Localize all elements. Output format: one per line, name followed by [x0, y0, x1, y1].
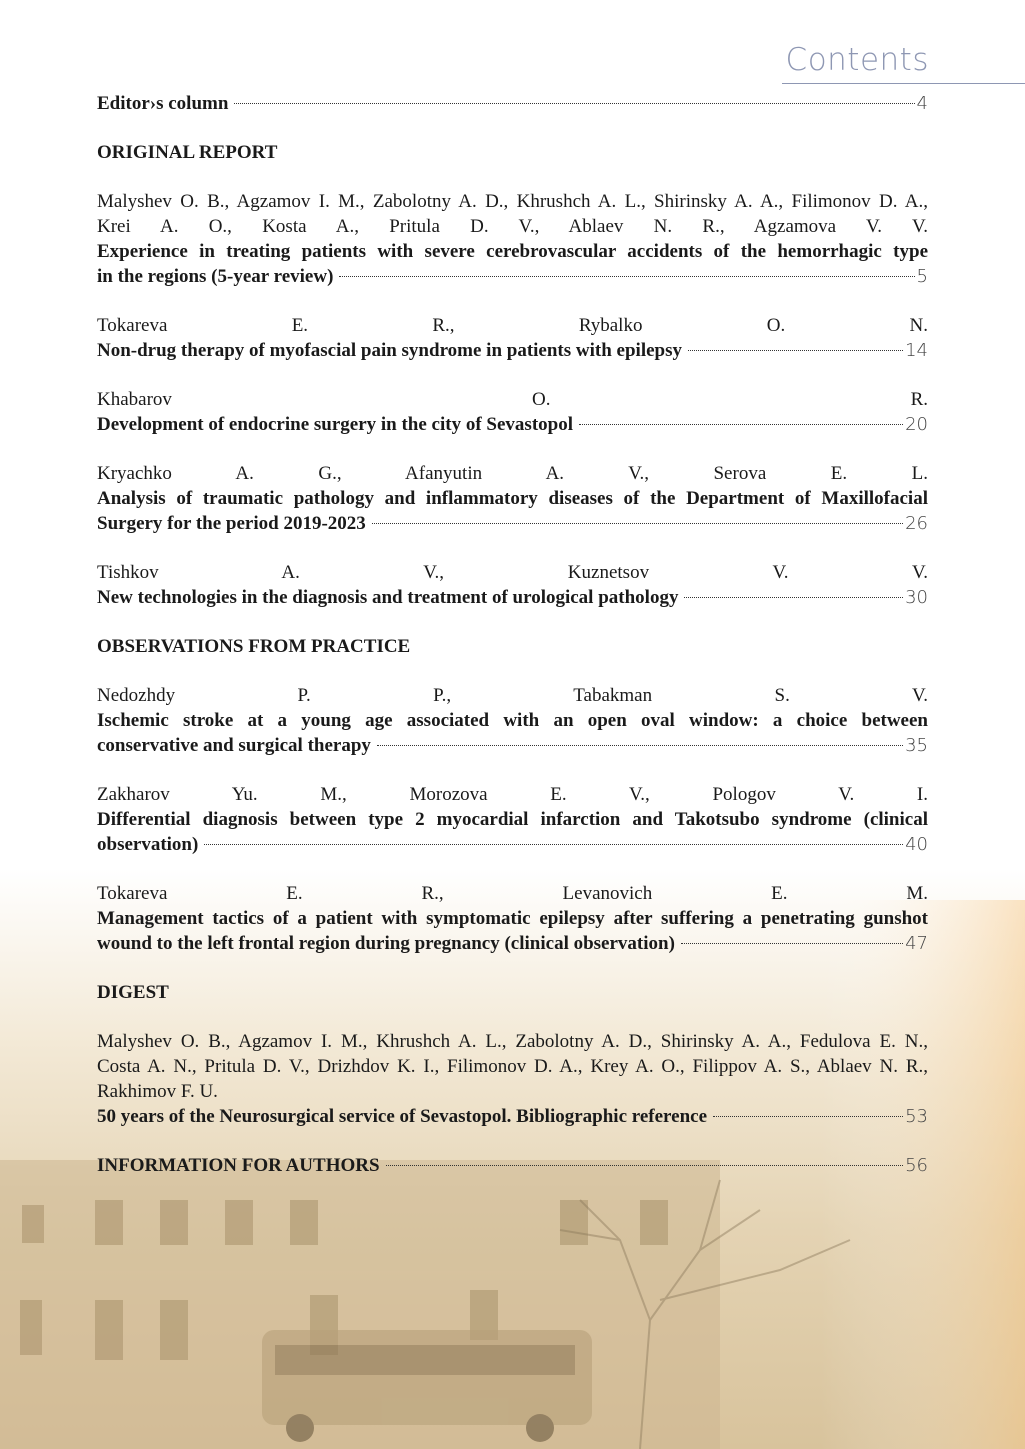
toc-entry[interactable] [97, 560, 928, 610]
toc-entry-title: Management tactics of a patient with symptomatic epilepsy after suffering a penetrating gunshot [97, 908, 928, 929]
toc-entry-title: observation) [97, 834, 199, 855]
section-heading-digest: DIGEST [97, 982, 169, 1003]
header-divider [782, 83, 1025, 84]
page-number: 35 [905, 735, 928, 756]
page-number: 47 [905, 933, 928, 954]
dot-leader [234, 103, 914, 104]
toc-entry[interactable] [97, 1029, 928, 1129]
toc-entry-authors: Kryachko A. G., Afanyutin A. V., Serova E. L. [97, 463, 928, 484]
dot-leader [377, 745, 903, 746]
toc-entry-title: wound to the left frontal region during pregnancy (clinical observation) [97, 933, 675, 954]
toc-entry-authors: Zakharov Yu. M., Morozova E. V., Pologov V. I. [97, 784, 928, 805]
table-of-contents [97, 91, 928, 1202]
page-number: 53 [905, 1106, 928, 1127]
toc-entry-title: Editor›s column [97, 93, 229, 114]
toc-entry[interactable] [97, 683, 928, 758]
toc-entry-title: Non-drug therapy of myofascial pain syndrome in patients with epilepsy [97, 340, 683, 361]
toc-entry-authors: Krei A. O., Kosta A., Pritula D. V., Ablaev N. R., Agzamova V. V. [97, 216, 928, 237]
dot-leader [386, 1165, 904, 1166]
dot-leader [339, 276, 914, 277]
toc-entry[interactable] [97, 782, 928, 857]
page-number: 4 [916, 93, 928, 114]
toc-entry-title: Development of endocrine surgery in the city of Sevastopol [97, 414, 573, 435]
dot-leader [688, 350, 903, 351]
toc-entry-title: Differential diagnosis between type 2 myocardial infarction and Takotsubo syndrome (clinical [97, 809, 928, 830]
toc-entry-title: Surgery for the period 2019-2023 [97, 513, 366, 534]
toc-entry-editor[interactable] [97, 91, 928, 116]
dot-leader [713, 1116, 903, 1117]
page-number: 5 [916, 266, 928, 287]
toc-entry[interactable] [97, 189, 928, 289]
dot-leader [681, 943, 903, 944]
toc-entry-title: Experience in treating patients with severe cerebrovascular accidents of the hemorrhagic type [97, 241, 928, 262]
toc-entry-information-for-authors[interactable] [97, 1153, 928, 1178]
dot-leader [204, 844, 903, 845]
toc-entry[interactable] [97, 881, 928, 956]
toc-entry-authors: Costa A. N., Pritula D. V., Drizhdov K. I., Filimonov D. A., Krey A. O., Filippov A. S., Ablaev N. R., [97, 1056, 928, 1077]
page-number: 56 [905, 1155, 928, 1176]
toc-entry-title: conservative and surgical therapy [97, 735, 371, 756]
toc-entry-title: 50 years of the Neurosurgical service of Sevastopol. Bibliographic reference [97, 1106, 708, 1127]
dot-leader [579, 424, 903, 425]
toc-entry-authors: Malyshev O. B., Agzamov I. M., Khrushch A. L., Zabolotny A. D., Shirinsky A. A., Fedulova E. N., [97, 1031, 928, 1052]
toc-entry-authors: Tishkov A. V., Kuznetsov V. V. [97, 562, 928, 583]
dot-leader [372, 523, 903, 524]
toc-entry-title: INFORMATION FOR AUTHORS [97, 1155, 380, 1176]
dot-leader [684, 597, 903, 598]
toc-entry-authors: Rakhimov F. U. [97, 1081, 218, 1102]
toc-entry-authors: Tokareva E. R., Levanovich E. M. [97, 883, 928, 904]
toc-entry-authors: Nedozhdy P. P., Tabakman S. V. [97, 685, 928, 706]
page-number: 20 [905, 414, 928, 435]
toc-entry[interactable] [97, 387, 928, 437]
section-heading-original-report: ORIGINAL REPORT [97, 142, 278, 163]
toc-entry[interactable] [97, 313, 928, 363]
toc-entry-title: Ischemic stroke at a young age associated with an open oval window: a choice between [97, 710, 928, 731]
toc-entry-authors: Khabarov O. R. [97, 389, 928, 410]
page-number: 40 [905, 834, 928, 855]
page-number: 14 [905, 340, 928, 361]
toc-entry-title: New technologies in the diagnosis and treatment of urological pathology [97, 587, 679, 608]
toc-entry-title: in the regions (5-year review) [97, 266, 334, 287]
page-number: 26 [905, 513, 928, 534]
toc-entry-authors: Malyshev O. B., Agzamov I. M., Zabolotny A. D., Khrushch A. L., Shirinsky A. A., Filimonov D. A., [97, 191, 928, 212]
toc-entry[interactable] [97, 461, 928, 536]
toc-entry-title: Analysis of traumatic pathology and inflammatory diseases of the Department of Maxillofacial [97, 488, 928, 509]
section-heading-observations: OBSERVATIONS FROM PRACTICE [97, 636, 411, 657]
page-number: 30 [905, 587, 928, 608]
toc-entry-authors: Tokareva E. R., Rybalko O. N. [97, 315, 928, 336]
contents-heading: Contents [785, 42, 929, 78]
